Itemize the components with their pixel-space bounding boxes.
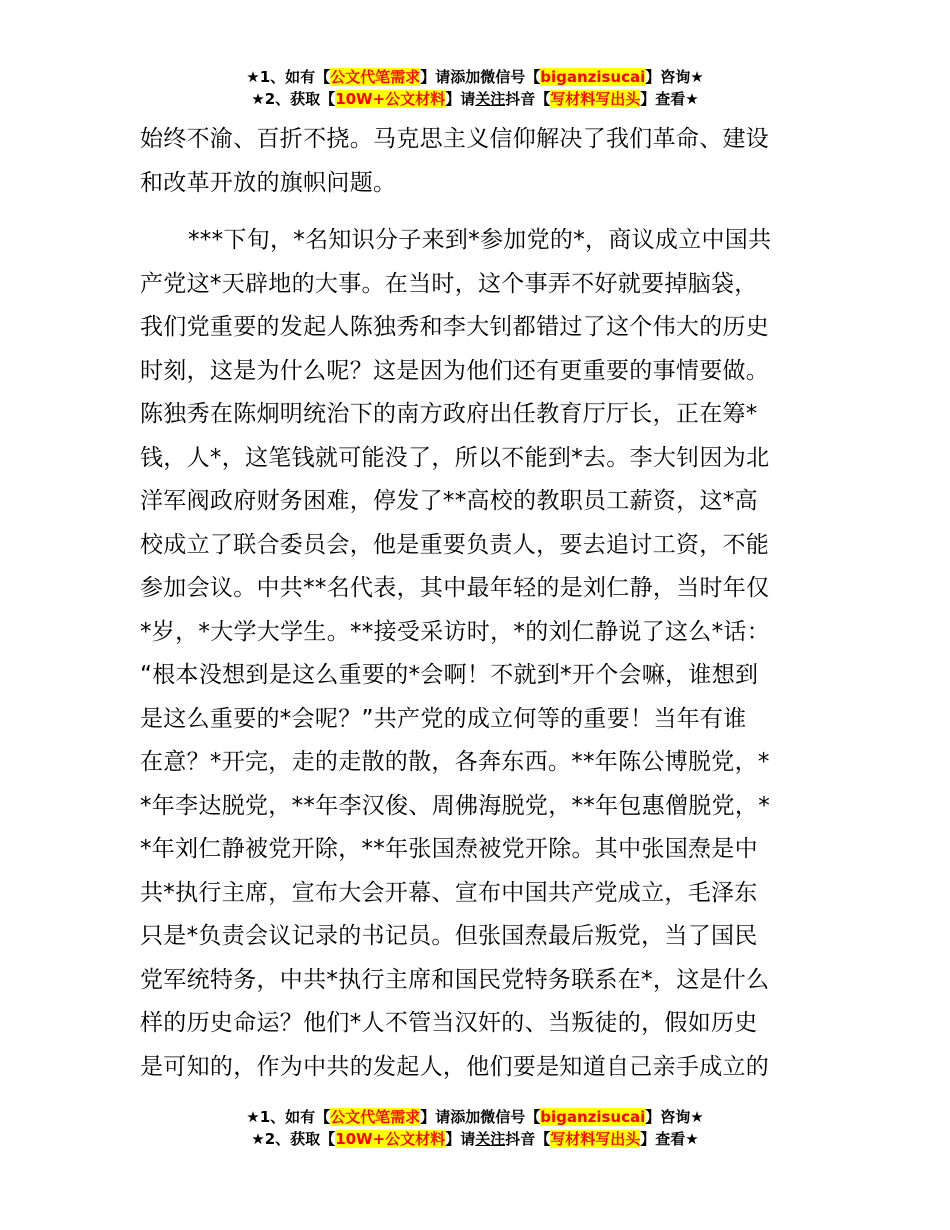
- text-line: 洋军阀政府财务困难，停发了**高校的教职员工薪资，这*高: [140, 488, 758, 514]
- banner-text: 】请添加微信号【: [420, 68, 541, 86]
- banner-text: ★2、获取【: [251, 1130, 336, 1148]
- footer-banner: [0, 1106, 950, 1150]
- paragraph-gap: [140, 205, 812, 219]
- banner-text: 】咨询★: [645, 1108, 704, 1126]
- banner-text: 】请添加微信号【: [420, 1108, 541, 1126]
- text-line: 只是*负责会议记录的书记员。但张国焘最后叛党，当了国民: [140, 923, 758, 949]
- text-line: 校成立了联合委员会，他是重要负责人，要去追讨工资，不能: [140, 531, 770, 558]
- text-line: *岁，*大学大学生。**接受采访时，*的刘仁静说了这么*话：: [140, 618, 770, 645]
- text-line: ***下旬，*名知识分子来到*参加党的*，商议成立中国共: [188, 227, 772, 253]
- text-line: 始终不渝、百折不挠。马克思主义信仰解决了我们革命、建设: [140, 126, 770, 152]
- banner-line-2: [0, 88, 950, 110]
- banner-highlight-douyin: 写材料写出头: [550, 1130, 641, 1148]
- banner-text: 】查看★: [640, 90, 699, 108]
- banner-highlight: 公文代笔需求: [330, 68, 421, 86]
- banner-highlight: 10W+公文材料: [335, 1130, 446, 1148]
- banner-line-1: [0, 1106, 950, 1128]
- text-line: 在意？*开完，走的走散的散，各奔东西。**年陈公博脱党，*: [140, 749, 770, 775]
- banner-highlight-wechat: biganzisucai: [540, 1108, 646, 1126]
- text-line: 我们党重要的发起人陈独秀和李大钊都错过了这个伟大的历史: [140, 314, 770, 340]
- text-line: *年刘仁静被党开除，**年张国焘被党开除。其中张国焘是中: [140, 836, 758, 862]
- text-line: 是可知的，作为中共的发起人，他们要是知道自己亲手成立的: [140, 1053, 770, 1080]
- banner-text: 】咨询★: [645, 68, 704, 86]
- banner-underlined: 关注: [475, 1130, 506, 1148]
- banner-text: 抖音【: [505, 90, 551, 108]
- header-banner: [0, 66, 950, 110]
- banner-underlined: 关注: [475, 90, 506, 108]
- paragraph-2: [140, 219, 812, 1089]
- text-line: 产党这*天辟地的大事。在当时，这个事弄不好就要掉脑袋，: [140, 270, 758, 297]
- text-line: 陈独秀在陈炯明统治下的南方政府出任教育厅厅长，正在筹*: [140, 401, 758, 427]
- text-line: 参加会议。中共**名代表，其中最年轻的是刘仁静，当时年仅: [140, 575, 770, 601]
- text-line: 样的历史命运？他们*人不管当汉奸的、当叛徒的，假如历史: [140, 1010, 758, 1036]
- text-line: 时刻，这是为什么呢？这是因为他们还有更重要的事情要做。: [140, 357, 770, 384]
- banner-line-1: [0, 66, 950, 88]
- banner-highlight-wechat: biganzisucai: [540, 68, 646, 86]
- text-line: 共*执行主席，宣布大会开幕、宣布中国共产党成立，毛泽东: [140, 879, 758, 906]
- text-line: 是这么重要的*会呢？”共产党的成立何等的重要！当年有谁: [140, 705, 747, 732]
- banner-highlight: 公文代笔需求: [330, 1108, 421, 1126]
- banner-text: 抖音【: [505, 1130, 551, 1148]
- banner-text: 】查看★: [640, 1130, 699, 1148]
- text-line: 钱，人*，这笔钱就可能没了，所以不能到*去。李大钊因为北: [140, 444, 770, 471]
- document-body: [140, 118, 812, 1089]
- text-line: 和改革开放的旗帜问题。: [140, 169, 397, 196]
- banner-text: 】请: [445, 1130, 476, 1148]
- paragraph-1: [140, 118, 812, 205]
- banner-text: ★1、如有【: [246, 1108, 331, 1126]
- text-line: 党军统特务，中共*执行主席和国民党特务联系在*，这是什么: [140, 966, 770, 993]
- banner-highlight-douyin: 写材料写出头: [550, 90, 641, 108]
- banner-text: 】请: [445, 90, 476, 108]
- banner-highlight: 10W+公文材料: [335, 90, 446, 108]
- banner-text: ★2、获取【: [251, 90, 336, 108]
- banner-line-2: [0, 1128, 950, 1150]
- text-line: “根本没想到是这么重要的*会啊！不就到*开个会嘛，谁想到: [140, 662, 759, 688]
- banner-text: ★1、如有【: [246, 68, 331, 86]
- text-line: *年李达脱党，**年李汉俊、周佛海脱党，**年包惠僧脱党，*: [140, 792, 770, 819]
